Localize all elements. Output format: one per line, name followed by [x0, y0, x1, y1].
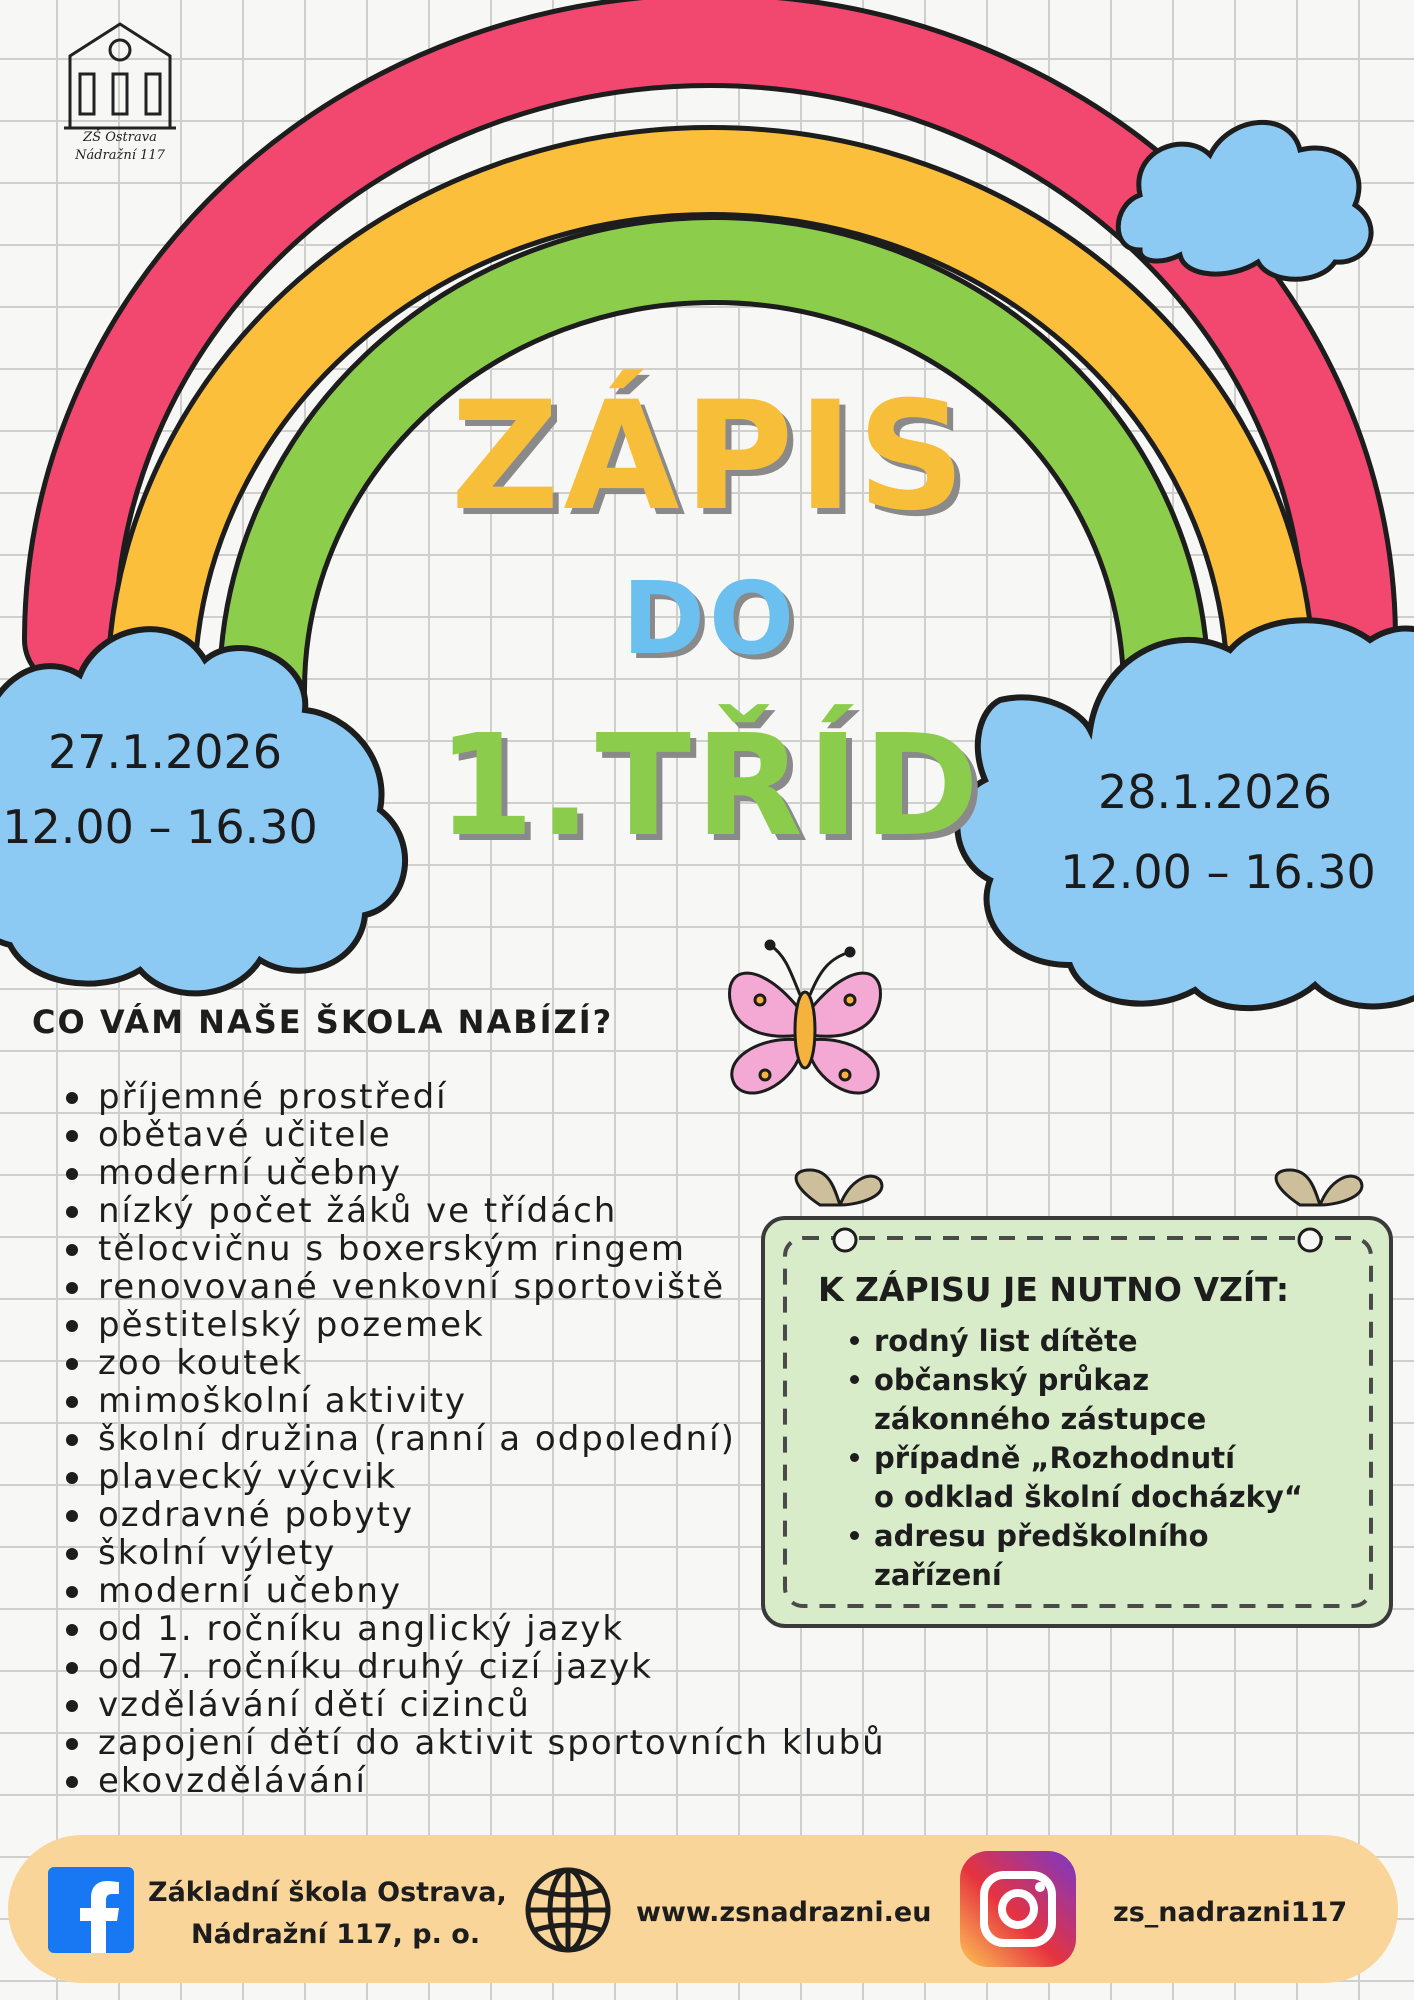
school-name-line2: Nádražní 117, p. o.	[191, 1919, 481, 1950]
list-item: zapojení dětí do aktivit sportovních klubů	[58, 1724, 886, 1762]
list-item: tělocvičnu s boxerským ringem	[58, 1230, 886, 1268]
school-building-icon	[58, 16, 182, 134]
facebook-icon[interactable]	[48, 1867, 134, 1953]
instagram-handle[interactable]: zs_nadrazni117	[1113, 1897, 1348, 1928]
footer-bar	[8, 1835, 1398, 1983]
list-item: rodný list dítěte	[850, 1322, 1370, 1361]
list-item: renovované venkovní sportoviště	[58, 1268, 886, 1306]
list-item: příjemné prostředí	[58, 1078, 886, 1116]
list-item: mimoškolní aktivity	[58, 1382, 886, 1420]
list-item: adresu předškolního zařízení	[850, 1517, 1370, 1595]
school-logo	[58, 16, 182, 166]
instagram-icon[interactable]	[958, 1849, 1078, 1969]
list-item: moderní učebny	[58, 1154, 886, 1192]
requirements-title: K ZÁPISU JE NUTNO VZÍT:	[818, 1270, 1290, 1309]
requirements-list	[850, 1322, 1370, 1595]
list-item: pěstitelský pozemek	[58, 1306, 886, 1344]
title-line3: 1.TŘÍD	[436, 705, 984, 868]
list-item: školní družina (ranní a odpolední)	[58, 1420, 886, 1458]
list-item: od 7. ročníku druhý cizí jazyk	[58, 1648, 886, 1686]
right-date: 28.1.2026	[1097, 765, 1333, 819]
left-time: 12.00 – 16.30	[2, 800, 318, 854]
list-item: od 1. ročníku anglický jazyk	[58, 1610, 886, 1648]
list-item: ozdravné pobyty	[58, 1496, 886, 1534]
offers-heading: CO VÁM NAŠE ŠKOLA NABÍZÍ?	[32, 1003, 614, 1041]
website-link[interactable]: www.zsnadrazni.eu	[636, 1897, 932, 1928]
list-item: případně „Rozhodnutí o odklad školní docházky“	[850, 1439, 1370, 1517]
list-item: moderní učebny	[58, 1572, 886, 1610]
right-time: 12.00 – 16.30	[1060, 845, 1376, 899]
logo-line1: ZŠ Ostrava	[83, 130, 157, 145]
offers-list	[58, 1078, 886, 1800]
list-item: zoo koutek	[58, 1344, 886, 1382]
list-item: občanský průkaz zákonného zástupce	[850, 1361, 1370, 1439]
small-cloud	[1118, 122, 1371, 279]
list-item: školní výlety	[58, 1534, 886, 1572]
list-item: plavecký výcvik	[58, 1458, 886, 1496]
butterfly	[730, 941, 881, 1093]
school-name-line1: Základní škola Ostrava,	[148, 1877, 507, 1908]
globe-icon	[523, 1865, 613, 1955]
list-item: vzdělávání dětí cizinců	[58, 1686, 886, 1724]
title-line1: ZÁPIS	[450, 370, 970, 544]
title-line2: DO	[621, 560, 799, 677]
logo-line2: Nádražní 117	[75, 148, 165, 163]
left-date: 27.1.2026	[47, 725, 283, 779]
list-item: obětavé učitele	[58, 1116, 886, 1154]
list-item: nízký počet žáků ve třídách	[58, 1192, 886, 1230]
list-item: ekovzdělávání	[58, 1762, 886, 1800]
